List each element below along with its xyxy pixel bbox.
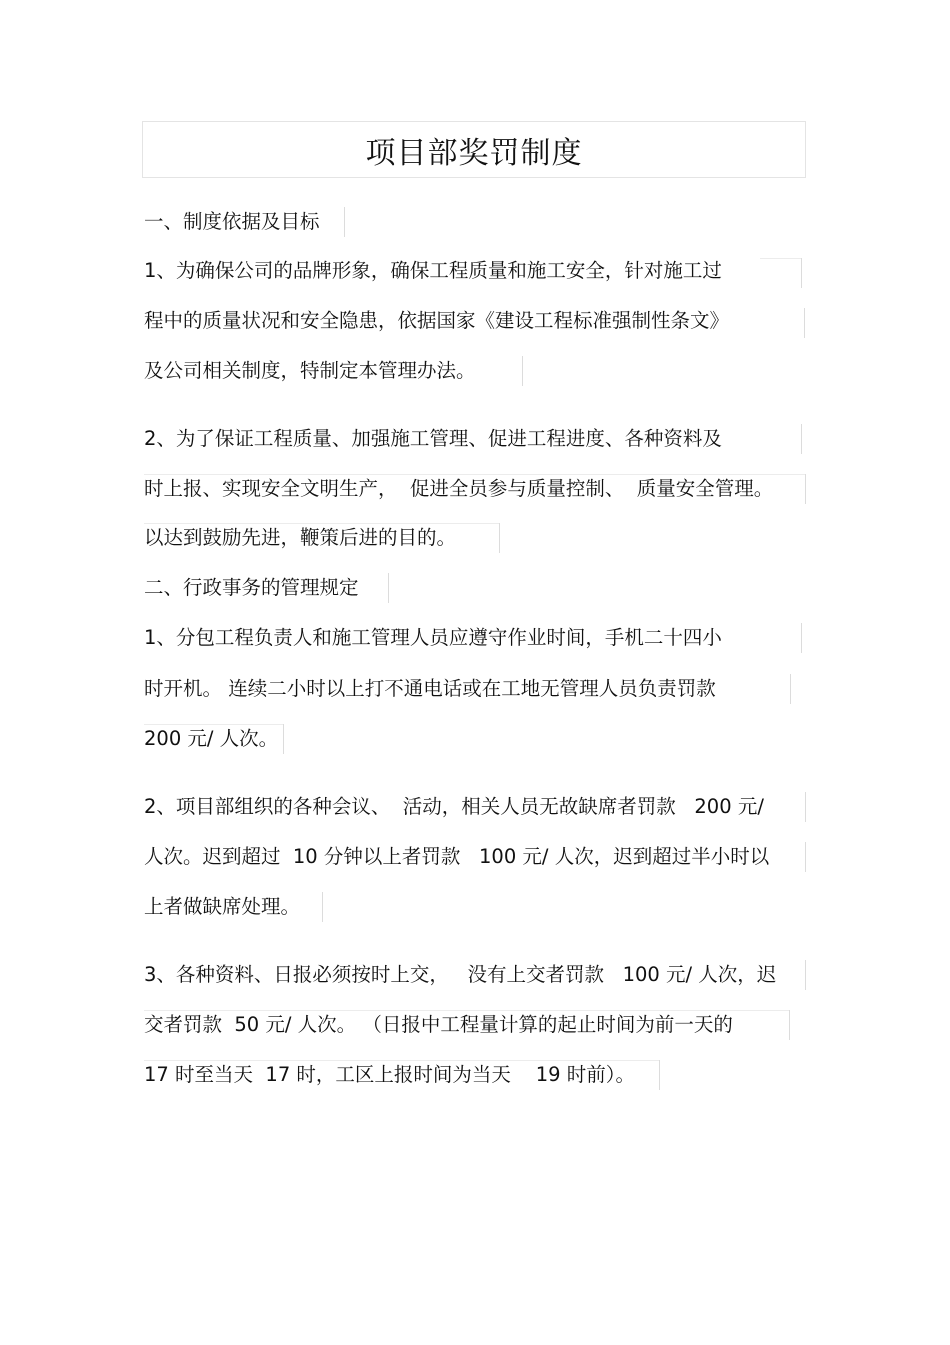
section-heading: 一、制度依据及目标 (144, 210, 320, 233)
paragraph-line: 及公司相关制度，特制定本管理办法。 (144, 359, 476, 382)
paragraph-line: 交者罚款 50 元/ 人次。 （日报中工程量计算的起止时间为前一天的 (144, 1013, 733, 1036)
paragraph-line: 以达到鼓励先进，鞭策后进的目的。 (144, 526, 457, 549)
paragraph-line: 时开机。 连续二小时以上打不通电话或在工地无管理人员负责罚款 (144, 677, 716, 700)
paragraph-line: 2、项目部组织的各种会议、 活动，相关人员无故缺席者罚款 200 元/ (144, 795, 764, 818)
text-box-edge (801, 424, 802, 454)
text-box-edge (801, 258, 802, 288)
text-box-edge (805, 792, 806, 822)
text-box-edge (789, 1010, 790, 1040)
text-box-edge (283, 724, 284, 754)
text-box-edge (144, 1010, 790, 1011)
text-box-edge (388, 573, 389, 603)
document-title: 项目部奖罚制度 (365, 135, 583, 171)
text-box-edge (805, 960, 806, 990)
text-box-edge (144, 724, 284, 725)
paragraph-line: 1、分包工程负责人和施工管理人员应遵守作业时间，手机二十四小 (144, 626, 722, 649)
text-box-edge (344, 207, 345, 237)
text-box-edge (805, 474, 806, 504)
paragraph-line: 时上报、实现安全文明生产， 促进全员参与质量控制、 质量安全管理。 (144, 477, 774, 500)
paragraph-line: 3、各种资料、日报必须按时上交， 没有上交者罚款 100 元/ 人次，迟 (144, 963, 777, 986)
text-box-edge (322, 892, 323, 922)
text-box-edge (760, 258, 802, 259)
text-box-edge (659, 1060, 660, 1090)
text-box-edge (805, 842, 806, 872)
text-box-edge (801, 623, 802, 653)
section-heading: 二、行政事务的管理规定 (144, 576, 359, 599)
text-box-edge (144, 474, 806, 475)
text-box-edge (804, 308, 805, 338)
text-box-edge (144, 1060, 660, 1061)
paragraph-line: 200 元/ 人次。 (144, 727, 279, 750)
text-box-edge (522, 356, 523, 386)
paragraph-line: 17 时至当天 17 时，工区上报时间为当天 19 时前）。 (144, 1063, 635, 1086)
text-box-edge (790, 674, 791, 704)
paragraph-line: 人次。迟到超过 10 分钟以上者罚款 100 元/ 人次，迟到超过半小时以 (144, 845, 770, 868)
paragraph-line: 2、为了保证工程质量、加强施工管理、促进工程进度、各种资料及 (144, 427, 722, 450)
paragraph-line: 上者做缺席处理。 (144, 895, 301, 918)
text-box-edge (499, 523, 500, 553)
document-title-box (142, 121, 806, 178)
text-box-edge (144, 523, 500, 524)
paragraph-line: 程中的质量状况和安全隐患，依据国家《建设工程标准强制性条文》 (144, 309, 730, 332)
paragraph-line: 1、为确保公司的品牌形象，确保工程质量和施工安全，针对施工过 (144, 259, 722, 282)
